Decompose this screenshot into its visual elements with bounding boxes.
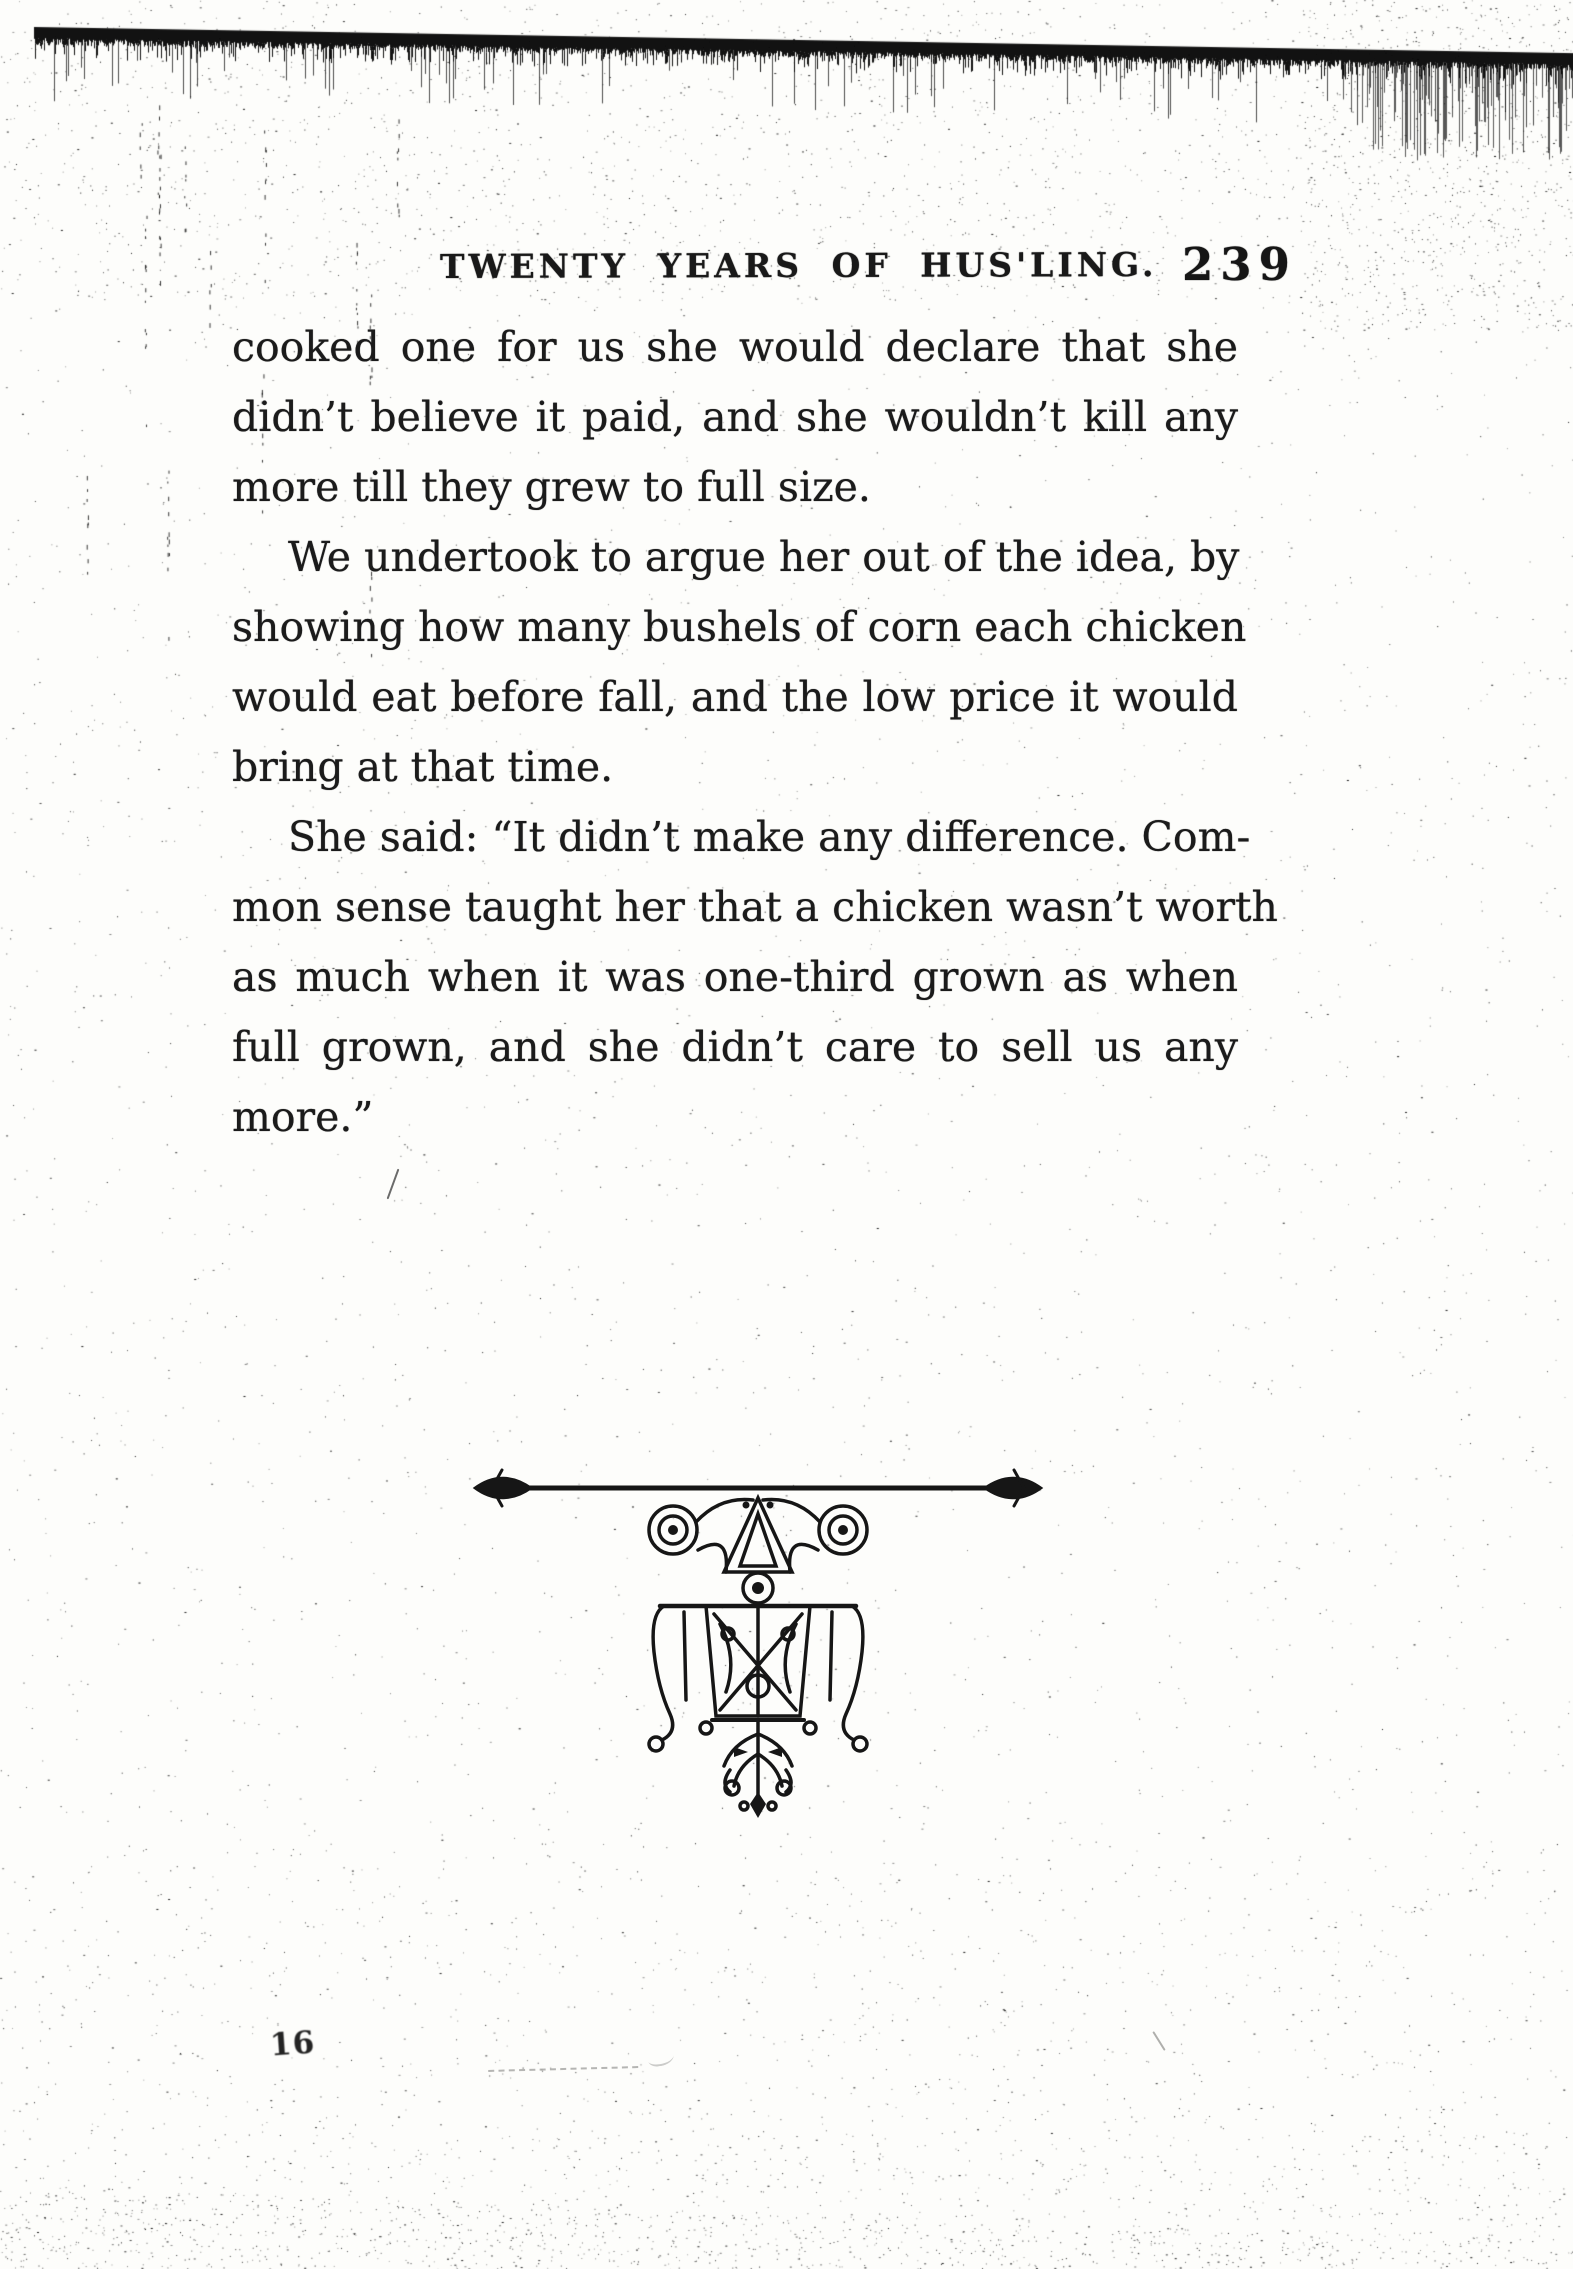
body-text (232, 312, 1278, 1152)
pencil-mark-backslash (1152, 2031, 1165, 2051)
text-line: as much when it was one-third grown as when (232, 953, 1238, 1001)
paragraph (232, 802, 1278, 1152)
paragraph (232, 522, 1247, 802)
text-line: We undertook to argue her out of the idea, by (288, 533, 1240, 581)
text-line: She said: “It didn’t make any difference. Com- (288, 813, 1251, 861)
pencil-mark-dashes (488, 2050, 638, 2072)
pencil-mark-tilde (647, 2048, 675, 2067)
text-line: didn’t believe it paid, and she wouldn’t kill any (232, 393, 1238, 441)
signature-mark: 16 (268, 2024, 317, 2064)
tailpiece-ornament-icon (468, 1448, 1048, 1828)
pen-mark-slash (387, 1169, 400, 1200)
text-line: showing how many bushels of corn each chicken (232, 603, 1247, 651)
text-line: more.” (232, 1093, 374, 1141)
running-header (0, 238, 1573, 308)
paragraph (232, 312, 1238, 522)
text-line: would eat before fall, and the low price it would (232, 673, 1238, 721)
text-line: mon sense taught her that a chicken wasn’t worth (232, 883, 1278, 931)
header-title: TWENTY YEARS OF HUS'LING. (439, 245, 1158, 286)
text-line: more till they grew to full size. (232, 463, 871, 511)
text-line: full grown, and she didn’t care to sell us any (232, 1023, 1238, 1071)
text-line: cooked one for us she would declare that she (232, 323, 1238, 371)
text-line: bring at that time. (232, 743, 614, 791)
page-number: 239 (1182, 238, 1297, 291)
